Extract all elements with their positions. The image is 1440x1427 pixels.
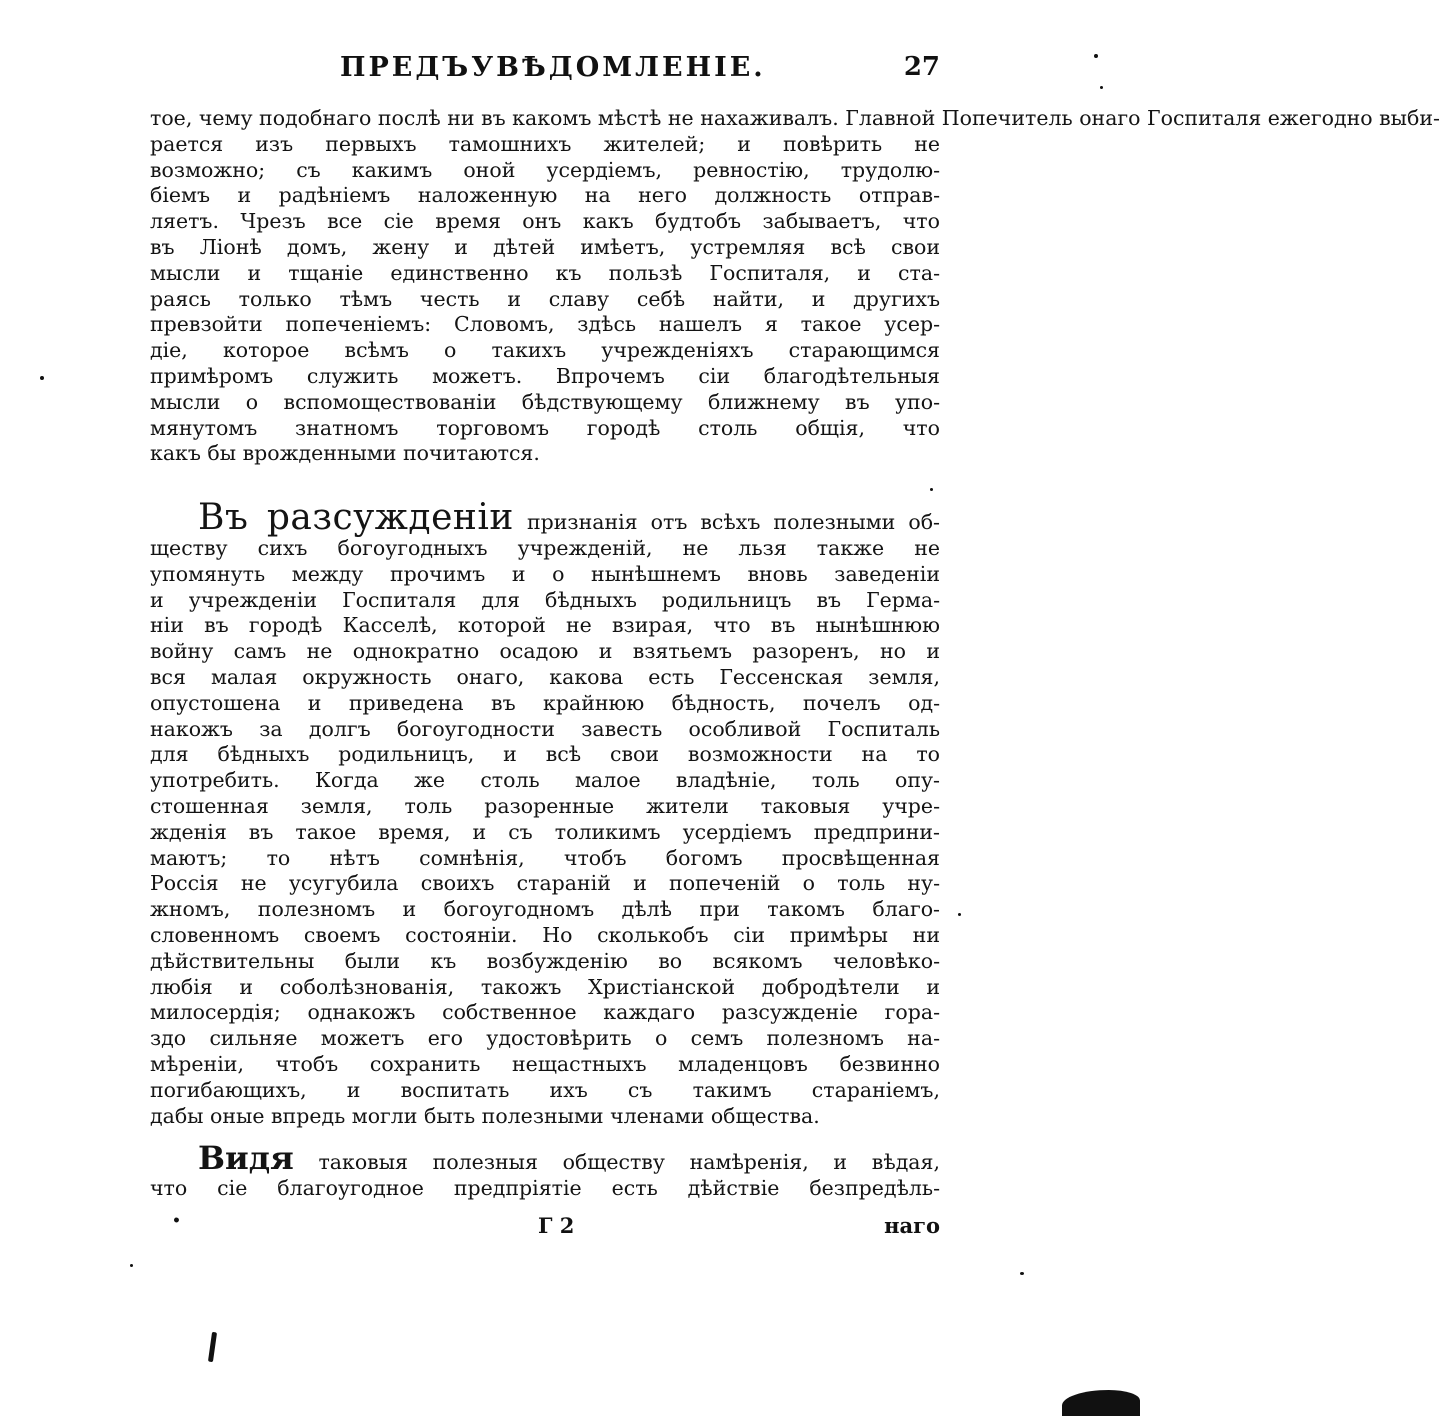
text-line: стошенная земля, толь разоренные жители таковыя учре- [150, 793, 940, 818]
page-header [150, 52, 940, 92]
paragraph-2 [150, 497, 940, 1129]
scan-speck [1094, 54, 1098, 58]
text-line: и учрежденіи Госпиталя для бѣдныхъ родильницъ въ Герма- [150, 587, 940, 612]
lead-word: Видя [198, 1139, 294, 1177]
text-line: любія и соболѣзнованія, такожъ Христіанской добродѣтели и [150, 974, 940, 999]
text-line: Россія не усугубила своихъ стараній и попеченій о толь ну- [150, 871, 940, 896]
text-line: употребить. Когда же столь малое владѣніе, толь опу- [150, 768, 940, 793]
text-line: накожъ за долгъ богоугодности завесть особливой Госпиталь [150, 716, 940, 741]
text-line: діе, которое всѣмъ о такихъ учрежденіяхъ старающимся [150, 338, 940, 363]
text-line: здо сильняе можетъ его удостовѣрить о семъ полезномъ на- [150, 1026, 940, 1051]
scan-speck [1100, 86, 1103, 89]
text-line: примѣромъ служить можетъ. Впрочемъ сіи благодѣтельныя [150, 363, 940, 388]
text-line: погибающихъ, и воспитать ихъ съ такимъ стараніемъ, [150, 1077, 940, 1102]
text-line: войну самъ не однократно осадою и взятьемъ разоренъ, но и [150, 639, 940, 664]
lead-word: Въ разсужденіи [198, 497, 514, 538]
text-line: мянутомъ знатномъ торговомъ городѣ столь общія, что [150, 415, 940, 440]
scan-speck [208, 1332, 217, 1362]
text-line: вся малая окружность онаго, какова есть Гессенская земля, [150, 664, 940, 689]
page-footer [150, 1213, 940, 1243]
margin-mark: • [172, 1213, 181, 1229]
catchword: наго [884, 1213, 940, 1238]
paragraph-opening-line [150, 497, 940, 538]
text-line: тое, чему подобнаго послѣ ни въ какомъ мѣстѣ не нахаживалъ. Главной Попечитель онаго Госпиталя ежегодно выби- [150, 106, 1440, 130]
text-line: словенномъ своемъ состояніи. Но сколькобъ сіи примѣры ни [150, 922, 940, 947]
text-line: жномъ, полезномъ и богоугодномъ дѣлѣ при такомъ благо- [150, 897, 940, 922]
text-line: въ Ліонѣ домъ, жену и дѣтей имѣетъ, устремляя всѣ свои [150, 234, 940, 259]
text-line: что сіе благоугодное предпріятіе есть дѣйствіе безпредѣль- [150, 1176, 940, 1200]
scan-speck [958, 913, 961, 916]
page-number: 27 [903, 52, 940, 82]
scan-speck [930, 488, 933, 491]
paragraph-1 [150, 106, 1440, 467]
scan-speck [1020, 1272, 1024, 1275]
text-line: упомянуть между прочимъ и о нынѣшнемъ вновь заведеніи [150, 561, 940, 586]
text-line: возможно; съ какимъ оной усердіемъ, ревностію, трудолю- [150, 157, 940, 182]
text-line: дабы оные впредь могли быть полезными членами общества. [150, 1103, 820, 1128]
text-line: ніи въ городѣ Касселѣ, которой не взирая, что въ нынѣшнюю [150, 613, 940, 638]
text-line: дѣйствительны были къ возбужденію во всякомъ человѣко- [150, 948, 940, 973]
text-line: мысли о вспомоществованіи бѣдствующему ближнему въ упо- [150, 389, 940, 414]
text-line: превзойти попеченіемъ: Словомъ, здѣсь нашелъ я такое усер- [150, 312, 940, 337]
text-line: ществу сихъ богоугодныхъ учрежденій, не льзя также не [150, 536, 940, 560]
text-line: какъ бы врожденными почитаются. [150, 441, 540, 466]
text-line: маютъ; то нѣтъ сомнѣнія, чтобъ богомъ просвѣщенная [150, 845, 940, 870]
text-line: мѣреніи, чтобъ сохранить нещастныхъ младенцовъ безвинно [150, 1051, 940, 1076]
text-line: біемъ и радѣніемъ наложенную на него должность отправ- [150, 183, 940, 208]
paragraph-opening-line [150, 1140, 940, 1176]
running-title: ПРЕДЪУВѢДОМЛЕНІЕ. [340, 52, 766, 83]
opening-line-text: таковыя полезныя обществу намѣренія, и вѣдая, [318, 1150, 940, 1174]
text-line: рается изъ первыхъ тамошнихъ жителей; и повѣрить не [150, 131, 940, 156]
text-line: милосердія; однакожъ собственное каждаго разсужденіе гора- [150, 1000, 940, 1025]
text-line: жденія въ такое время, и съ толикимъ усердіемъ предприни- [150, 819, 940, 844]
text-line: мысли и тщаніе единственно къ пользѣ Госпиталя, и ста- [150, 260, 940, 285]
text-line: раясь только тѣмъ честь и славу себѣ найти, и другихъ [150, 286, 940, 311]
text-line: опустошена и приведена въ крайнюю бѣдность, почелъ од- [150, 690, 940, 715]
text-line: ляетъ. Чрезъ все сіе время онъ какъ будтобъ забываетъ, что [150, 209, 940, 234]
scan-speck [1062, 1390, 1140, 1416]
scan-speck [130, 1264, 133, 1267]
opening-line-text: признанія отъ всѣхъ полезными об- [526, 510, 940, 534]
text-line: для бѣдныхъ родильницъ, и всѣ свои возможности на то [150, 742, 940, 767]
signature-mark: Г 2 [538, 1213, 575, 1238]
paragraph-3 [150, 1140, 940, 1202]
scan-speck [40, 376, 44, 380]
